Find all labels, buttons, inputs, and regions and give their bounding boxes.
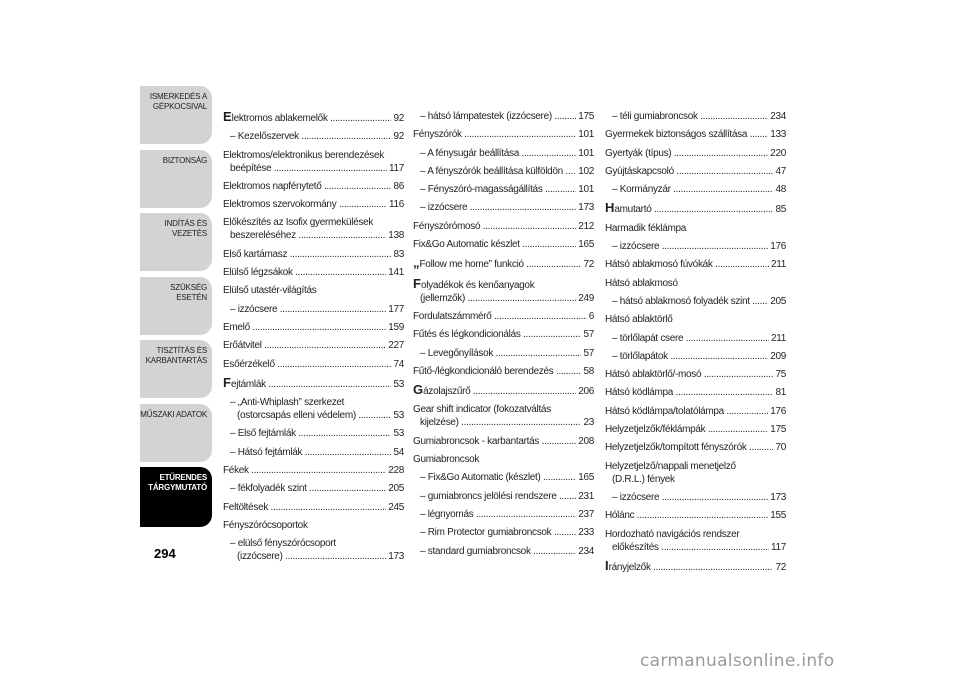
- index-entry: [413, 147, 594, 160]
- index-entry: [605, 559, 786, 574]
- index-entry: [413, 383, 594, 398]
- index-entry: [413, 403, 594, 429]
- index-entry: [605, 332, 786, 345]
- index-entry: [413, 508, 594, 521]
- index-entry: [605, 277, 786, 290]
- page-ref: 208: [578, 435, 594, 447]
- entry-text: Erőátvitel .....: [223, 339, 386, 352]
- entry-text: – Első fejtámlák .....: [230, 427, 391, 440]
- entry-text: Elektromos ablakemelők .....: [223, 110, 391, 125]
- entry-text: (ostorcsapás elleni védelem) .....: [237, 409, 391, 422]
- page-ref: 74: [393, 358, 404, 370]
- entry-text: beépítése .....: [230, 162, 387, 175]
- entry-text: – standard gumiabroncsok .....: [420, 545, 576, 558]
- section-tabs: [140, 86, 212, 533]
- page-ref: 133: [770, 129, 786, 141]
- page-ref: 72: [583, 259, 594, 271]
- index-entry: [223, 519, 404, 532]
- page-number: 294: [154, 546, 176, 561]
- index-entry: [223, 303, 404, 316]
- entry-text: Harmadik féklámpa: [605, 222, 687, 234]
- index-entry: [413, 435, 594, 448]
- index-entry: [223, 376, 404, 391]
- entry-text: Fékek .....: [223, 464, 386, 477]
- index-entry: [605, 183, 786, 196]
- entry-text: Hólánc .....: [605, 509, 768, 522]
- entry-text: Hamutartó .....: [605, 201, 773, 216]
- entry-text: Fényszórók .....: [413, 128, 576, 141]
- entry-text: Hátsó ablaktörlő: [605, 314, 673, 326]
- page-ref: 175: [578, 111, 594, 122]
- tab-label: ETŰRENDES TÁRGYMUTATÓ: [148, 473, 207, 492]
- tab-5[interactable]: [140, 404, 212, 462]
- index-entry: [605, 405, 786, 418]
- index-entry: [413, 220, 594, 233]
- index-entry: [223, 110, 404, 125]
- entry-text: – izzócsere .....: [612, 491, 768, 504]
- index-entry: [413, 310, 594, 323]
- entry-text: Hátsó ablaktörlő/-mosó .....: [605, 368, 773, 381]
- entry-text: – A fénysugár beállítása .....: [420, 147, 576, 160]
- index-entry: [223, 537, 404, 563]
- entry-text: Elektromos/elektronikus berendezések: [223, 149, 384, 161]
- entry-text: – Kormányzár .....: [612, 183, 773, 196]
- entry-text: Gyermekek biztonságos szállítása .....: [605, 128, 768, 141]
- index-entry: [223, 130, 404, 143]
- index-entry: [223, 284, 404, 297]
- index-entry: [413, 165, 594, 178]
- page-ref: 173: [388, 551, 404, 563]
- page-ref: 205: [770, 295, 786, 307]
- entry-text: Helyzetjelző/nappali menetjelző: [605, 460, 736, 472]
- watermark: carmanualsonline.info: [640, 651, 835, 671]
- entry-text: Fűtő-/légkondicionáló berendezés .....: [413, 365, 581, 378]
- page-ref: 116: [388, 199, 404, 211]
- index-column-2: [413, 110, 594, 563]
- page-ref: 176: [770, 405, 786, 417]
- entry-text: előkészítés .....: [612, 541, 769, 554]
- index-entry: [223, 358, 404, 371]
- page-ref: 231: [578, 490, 594, 502]
- entry-text: Fix&Go Automatic készlet .....: [413, 238, 576, 251]
- entry-text: Fűtés és légkondicionálás .....: [413, 328, 581, 341]
- index-entry: [223, 464, 404, 477]
- page-ref: 165: [578, 239, 594, 251]
- page-ref: 206: [578, 386, 594, 398]
- tab-2[interactable]: [140, 213, 212, 271]
- tab-3[interactable]: [140, 277, 212, 335]
- index-entry: [223, 339, 404, 352]
- index-entry: [605, 528, 786, 554]
- entry-text: Hátsó ablakmosó: [605, 277, 678, 289]
- index-entry: [223, 482, 404, 495]
- entry-text: – „Anti-Whiplash” szerkezet: [230, 397, 345, 409]
- index-entry: [605, 460, 786, 486]
- entry-text: Gázolajszűrő .....: [413, 383, 576, 398]
- entry-text: Emelő .....: [223, 321, 386, 334]
- page-ref: 228: [388, 465, 404, 477]
- tab-4[interactable]: [140, 340, 212, 398]
- page-ref: 102: [578, 165, 594, 177]
- entry-text: – fékfolyadék szint .....: [230, 482, 386, 495]
- page-ref: 227: [388, 340, 404, 352]
- page-ref: 101: [578, 147, 594, 159]
- index-entry: [223, 216, 404, 242]
- entry-text: – A fényszórók beállítása külföldön .....: [420, 165, 576, 178]
- entry-text: Hátsó ablakmosó fúvókák .....: [605, 258, 769, 271]
- tab-label: MŰSZAKI ADATOK: [140, 409, 207, 419]
- tab-label: INDÍTÁS ÉS VEZETÉS: [164, 219, 207, 238]
- index-entry: [413, 453, 594, 466]
- entry-text: kijelzése) .....: [420, 416, 581, 429]
- entry-text: Elülső utastér-világítás: [223, 285, 317, 297]
- page-ref: 83: [393, 248, 404, 260]
- index-entry: [605, 201, 786, 216]
- entry-text: – hátsó lámpatestek (izzócsere) .....: [420, 110, 576, 123]
- entry-text: Elektromos szervokormány .....: [223, 198, 387, 211]
- page-ref: 53: [393, 378, 404, 390]
- entry-text: – Hátsó fejtámlák .....: [230, 446, 391, 459]
- page-ref: 141: [388, 267, 404, 279]
- page-ref: 205: [388, 483, 404, 495]
- index-entry: [605, 128, 786, 141]
- entry-text: Gyújtáskapcsoló .....: [605, 165, 773, 178]
- entry-text: Gear shift indicator (fokozatváltás: [413, 404, 551, 416]
- entry-text: – Kezelőszervek .....: [230, 130, 391, 143]
- index-column-3: [605, 110, 786, 579]
- page-ref: 75: [775, 369, 786, 381]
- page-ref: 92: [393, 113, 404, 124]
- page-ref: 209: [770, 350, 786, 362]
- entry-text: Fényszórómosó .....: [413, 220, 576, 233]
- index-entry: [605, 110, 786, 123]
- entry-text: Folyadékok és kenőanyagok: [413, 275, 535, 291]
- index-entry: [605, 258, 786, 271]
- entry-text: – Levegőnyílások .....: [420, 347, 581, 360]
- page-ref: 249: [578, 292, 594, 304]
- page-ref: 57: [583, 329, 594, 341]
- page-ref: 70: [775, 442, 786, 454]
- entry-text: beszereléséhez .....: [230, 229, 386, 242]
- page-ref: 57: [583, 347, 594, 359]
- index-entry: [605, 350, 786, 363]
- page-ref: 173: [770, 491, 786, 503]
- index-entry: [223, 501, 404, 514]
- page-ref: 85: [775, 204, 786, 216]
- page-ref: 234: [770, 111, 786, 122]
- index-entry: [223, 266, 404, 279]
- page-ref: 211: [770, 259, 786, 271]
- entry-text: – izzócsere .....: [612, 240, 768, 253]
- entry-text: Előkészítés az Isofix gyermekülések: [223, 217, 374, 229]
- index-entry: [223, 149, 404, 175]
- index-entry: [605, 368, 786, 381]
- entry-text: „Follow me home” funkció .....: [413, 256, 581, 271]
- page-ref: 6: [588, 310, 594, 322]
- page-ref: 53: [393, 428, 404, 440]
- entry-text: (D.R.L.) fények: [612, 473, 675, 485]
- entry-text: (izzócsere) .....: [237, 550, 386, 563]
- index-entry: [605, 313, 786, 326]
- page-ref: 234: [578, 545, 594, 557]
- page-ref: 53: [393, 410, 404, 422]
- index-entry: [413, 490, 594, 503]
- page-ref: 81: [775, 387, 786, 399]
- index-entry: [413, 545, 594, 558]
- page-ref: 237: [578, 508, 594, 520]
- index-entry: [223, 427, 404, 440]
- entry-text: Feltöltések .....: [223, 501, 386, 514]
- entry-text: Elektromos napfénytető .....: [223, 180, 391, 193]
- index-entry: [413, 526, 594, 539]
- entry-text: – izzócsere .....: [230, 303, 386, 316]
- index-entry: [413, 328, 594, 341]
- page-ref: 23: [583, 417, 594, 429]
- page-ref: 220: [770, 147, 786, 159]
- index-entry: [413, 183, 594, 196]
- entry-text: – Fényszóró-magasságállítás .....: [420, 183, 576, 196]
- index-entry: [223, 198, 404, 211]
- entry-text: Fejtámlák .....: [223, 376, 391, 391]
- page-ref: 101: [578, 129, 594, 141]
- entry-text: – törlőlapátok .....: [612, 350, 768, 363]
- entry-text: Első kartámasz .....: [223, 248, 391, 261]
- page-ref: 173: [578, 202, 594, 214]
- index-entry: [223, 248, 404, 261]
- page-ref: 86: [393, 180, 404, 192]
- page-ref: 233: [578, 527, 594, 539]
- tab-label: SZÜKSÉG ESETÉN: [170, 282, 207, 302]
- page-ref: 175: [770, 424, 786, 436]
- page-ref: 92: [393, 131, 404, 143]
- index-entry: [605, 295, 786, 308]
- index-entry: [223, 321, 404, 334]
- index-entry: [413, 365, 594, 378]
- index-entry: [605, 509, 786, 522]
- index-entry: [413, 256, 594, 271]
- entry-text: Helyzetjelzők/tompított fényszórók .....: [605, 441, 773, 454]
- index-entry: [605, 441, 786, 454]
- entry-text: – hátsó ablakmosó folyadék szint .....: [612, 295, 768, 308]
- entry-text: Fordulatszámmérő .....: [413, 310, 587, 323]
- tab-0[interactable]: [140, 86, 212, 144]
- index-entry: [223, 396, 404, 422]
- entry-text: – Fix&Go Automatic (készlet) .....: [420, 471, 576, 484]
- tab-6[interactable]: [140, 467, 212, 527]
- entry-text: (jellemzők) .....: [420, 292, 576, 305]
- index-entry: [605, 222, 786, 235]
- page-ref: 101: [578, 184, 594, 196]
- index-column-1: [223, 110, 404, 569]
- index-entry: [413, 277, 594, 305]
- entry-text: – gumiabroncs jelölési rendszere .....: [420, 490, 576, 503]
- entry-text: Hordozható navigációs rendszer: [605, 528, 740, 540]
- index-entry: [413, 238, 594, 251]
- entry-text: – Rim Protector gumiabroncsok .....: [420, 526, 576, 539]
- page-ref: 117: [770, 541, 786, 553]
- index-entry: [223, 446, 404, 459]
- entry-text: Esőérzékelő .....: [223, 358, 391, 371]
- index-entry: [605, 165, 786, 178]
- page-ref: 54: [393, 446, 404, 458]
- index-entry: [413, 347, 594, 360]
- index-entry: [413, 128, 594, 141]
- entry-text: Fényszórócsoportok: [223, 519, 308, 531]
- page-ref: 176: [770, 241, 786, 253]
- page-ref: 117: [388, 162, 404, 174]
- page-ref: 211: [770, 332, 786, 344]
- tab-label: TISZTÍTÁS ÉS KARBANTARTÁS: [145, 346, 207, 365]
- entry-text: – elülső fényszórócsoport: [230, 538, 336, 550]
- index-entry: [605, 240, 786, 253]
- entry-text: Gyertyák (típus) .....: [605, 147, 768, 160]
- entry-text: Elülső légzsákok .....: [223, 266, 386, 279]
- entry-text: Gumiabroncsok - karbantartás .....: [413, 435, 576, 448]
- page-ref: 155: [770, 510, 786, 522]
- entry-text: Hátsó ködlámpa/tolatólámpa .....: [605, 405, 768, 418]
- entry-text: Irányjelzők .....: [605, 559, 773, 574]
- page-ref: 58: [583, 365, 594, 377]
- entry-text: Helyzetjelzők/féklámpák .....: [605, 423, 768, 436]
- page-ref: 48: [775, 184, 786, 196]
- index-entry: [413, 110, 594, 123]
- entry-text: Hátsó ködlámpa .....: [605, 386, 773, 399]
- tab-label: ISMERKEDÉS A GÉPKOCSIVAL: [149, 92, 207, 111]
- entry-text: – törlőlapát csere .....: [612, 332, 769, 345]
- index-entry: [413, 471, 594, 484]
- index-entry: [605, 423, 786, 436]
- page-ref: 177: [388, 303, 404, 315]
- entry-text: Gumiabroncsok: [413, 454, 480, 466]
- index-entry: [413, 201, 594, 214]
- tab-label: BIZTONSÁG: [162, 155, 207, 165]
- entry-text: – téli gumiabroncsok .....: [612, 110, 768, 123]
- entry-text: – légnyomás .....: [420, 508, 576, 521]
- entry-text: – izzócsere .....: [420, 201, 576, 214]
- page-ref: 72: [775, 561, 786, 573]
- index-entry: [605, 147, 786, 160]
- index-entry: [223, 180, 404, 193]
- page-ref: 165: [578, 472, 594, 484]
- page-ref: 245: [388, 501, 404, 513]
- page-ref: 47: [775, 165, 786, 177]
- tab-1[interactable]: [140, 150, 212, 208]
- index-entry: [605, 386, 786, 399]
- page-ref: 138: [388, 230, 404, 242]
- index-entry: [605, 491, 786, 504]
- page-ref: 159: [388, 321, 404, 333]
- page-ref: 212: [578, 220, 594, 232]
